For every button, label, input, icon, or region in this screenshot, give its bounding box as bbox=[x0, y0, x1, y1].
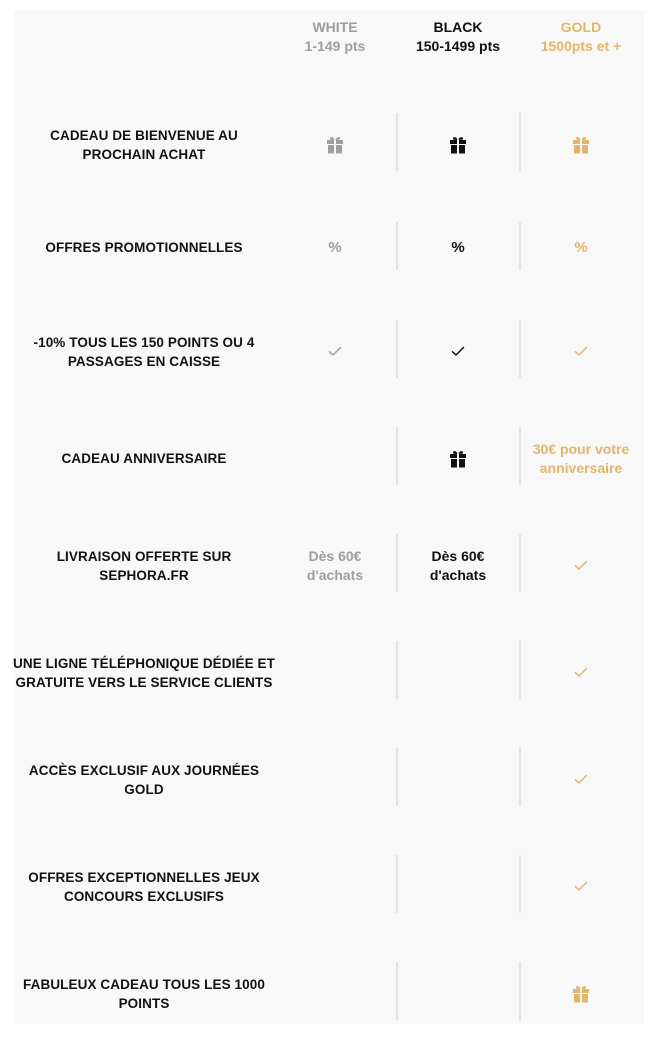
column-separator bbox=[396, 222, 398, 270]
tier-name-white: WHITE bbox=[312, 19, 358, 35]
black-cell bbox=[403, 91, 513, 198]
benefit-row-free-shipping bbox=[14, 512, 644, 619]
gift-icon bbox=[572, 135, 590, 154]
column-separator bbox=[519, 534, 521, 592]
column-separator bbox=[396, 534, 398, 592]
black-cell bbox=[403, 405, 513, 512]
white-cell bbox=[280, 619, 390, 726]
white-cell bbox=[280, 726, 390, 833]
white-cell bbox=[280, 91, 390, 198]
benefit-label: CADEAU DE BIENVENUE AU PROCHAIN ACHAT bbox=[50, 127, 238, 162]
benefit-row-birthday-gift bbox=[14, 405, 644, 512]
benefit-label: FABULEUX CADEAU TOUS LES 1000 POINTS bbox=[23, 976, 265, 1011]
column-header-white bbox=[280, 18, 390, 56]
benefit-row-welcome-gift bbox=[14, 91, 644, 198]
column-separator bbox=[519, 641, 521, 699]
tier-name-gold: GOLD bbox=[560, 19, 602, 35]
gift-icon bbox=[449, 449, 467, 468]
black-cell bbox=[403, 298, 513, 405]
white-cell bbox=[280, 940, 390, 1047]
gold-cell bbox=[526, 619, 636, 726]
black-cell bbox=[403, 619, 513, 726]
gold-cell bbox=[526, 940, 636, 1047]
column-separator bbox=[519, 748, 521, 806]
gold-cell bbox=[526, 726, 636, 833]
column-separator bbox=[519, 855, 521, 913]
column-separator bbox=[519, 222, 521, 270]
benefit-row-gold-days bbox=[14, 726, 644, 833]
benefit-label: OFFRES EXCEPTIONNELLES JEUX CONCOURS EXCLUSIFS bbox=[28, 869, 260, 904]
column-separator bbox=[396, 427, 398, 485]
column-separator bbox=[519, 113, 521, 171]
white-cell bbox=[280, 405, 390, 512]
tier-points-white: 1-149 pts bbox=[304, 38, 366, 54]
benefit-row-phone-line bbox=[14, 619, 644, 726]
gold-cell bbox=[526, 91, 636, 198]
black-cell bbox=[403, 726, 513, 833]
column-separator bbox=[396, 320, 398, 378]
benefit-row-1000-points-gift bbox=[14, 940, 644, 1047]
percent-symbol-black: % bbox=[451, 239, 465, 256]
white-cell bbox=[280, 833, 390, 940]
tier-points-black: 150-1499 pts bbox=[415, 38, 501, 54]
white-shipping-text: Dès 60€ d'achats bbox=[306, 547, 364, 583]
gold-cell bbox=[526, 298, 636, 405]
percent-symbol-white: % bbox=[328, 239, 342, 256]
gold-cell bbox=[526, 833, 636, 940]
benefit-row-discount bbox=[14, 298, 644, 405]
gift-icon bbox=[572, 984, 590, 1003]
check-icon bbox=[328, 346, 342, 357]
gold-birthday-text: 30€ pour votre anniversaire bbox=[532, 440, 630, 476]
benefit-label: CADEAU ANNIVERSAIRE bbox=[61, 451, 227, 466]
column-separator bbox=[396, 855, 398, 913]
column-separator bbox=[396, 962, 398, 1020]
column-separator bbox=[519, 962, 521, 1020]
gift-icon bbox=[326, 135, 344, 154]
benefit-label: ACCÈS EXCLUSIF AUX JOURNÉES GOLD bbox=[28, 762, 260, 797]
column-separator bbox=[396, 113, 398, 171]
column-separator bbox=[519, 427, 521, 485]
white-cell bbox=[280, 298, 390, 405]
tier-points-gold: 1500pts et + bbox=[540, 38, 622, 54]
check-icon bbox=[574, 667, 588, 678]
benefit-label: -10% TOUS LES 150 POINTS OU 4 PASSAGES EN CAISSE bbox=[33, 334, 255, 369]
gold-cell bbox=[526, 512, 636, 619]
check-icon bbox=[574, 346, 588, 357]
check-icon bbox=[451, 346, 465, 357]
benefit-row-contests bbox=[14, 833, 644, 940]
column-separator bbox=[396, 641, 398, 699]
benefit-label: OFFRES PROMOTIONNELLES bbox=[45, 240, 243, 255]
black-cell bbox=[403, 940, 513, 1047]
check-icon bbox=[574, 560, 588, 571]
column-header-gold bbox=[526, 18, 636, 56]
check-icon bbox=[574, 774, 588, 785]
black-cell bbox=[403, 833, 513, 940]
gift-icon bbox=[449, 135, 467, 154]
tier-name-black: BLACK bbox=[433, 19, 483, 35]
black-shipping-text: Dès 60€ d'achats bbox=[429, 547, 487, 583]
column-separator bbox=[519, 320, 521, 378]
benefit-label: LIVRAISON OFFERTE SUR SEPHORA.FR bbox=[56, 548, 232, 583]
percent-symbol-gold: % bbox=[574, 239, 588, 256]
benefit-label: UNE LIGNE TÉLÉPHONIQUE DÉDIÉE ET GRATUITE VERS LE SERVICE CLIENTS bbox=[13, 655, 275, 690]
column-header-black bbox=[403, 18, 513, 56]
column-separator bbox=[396, 748, 398, 806]
benefit-row-promo-offers bbox=[14, 194, 644, 301]
check-icon bbox=[574, 881, 588, 892]
